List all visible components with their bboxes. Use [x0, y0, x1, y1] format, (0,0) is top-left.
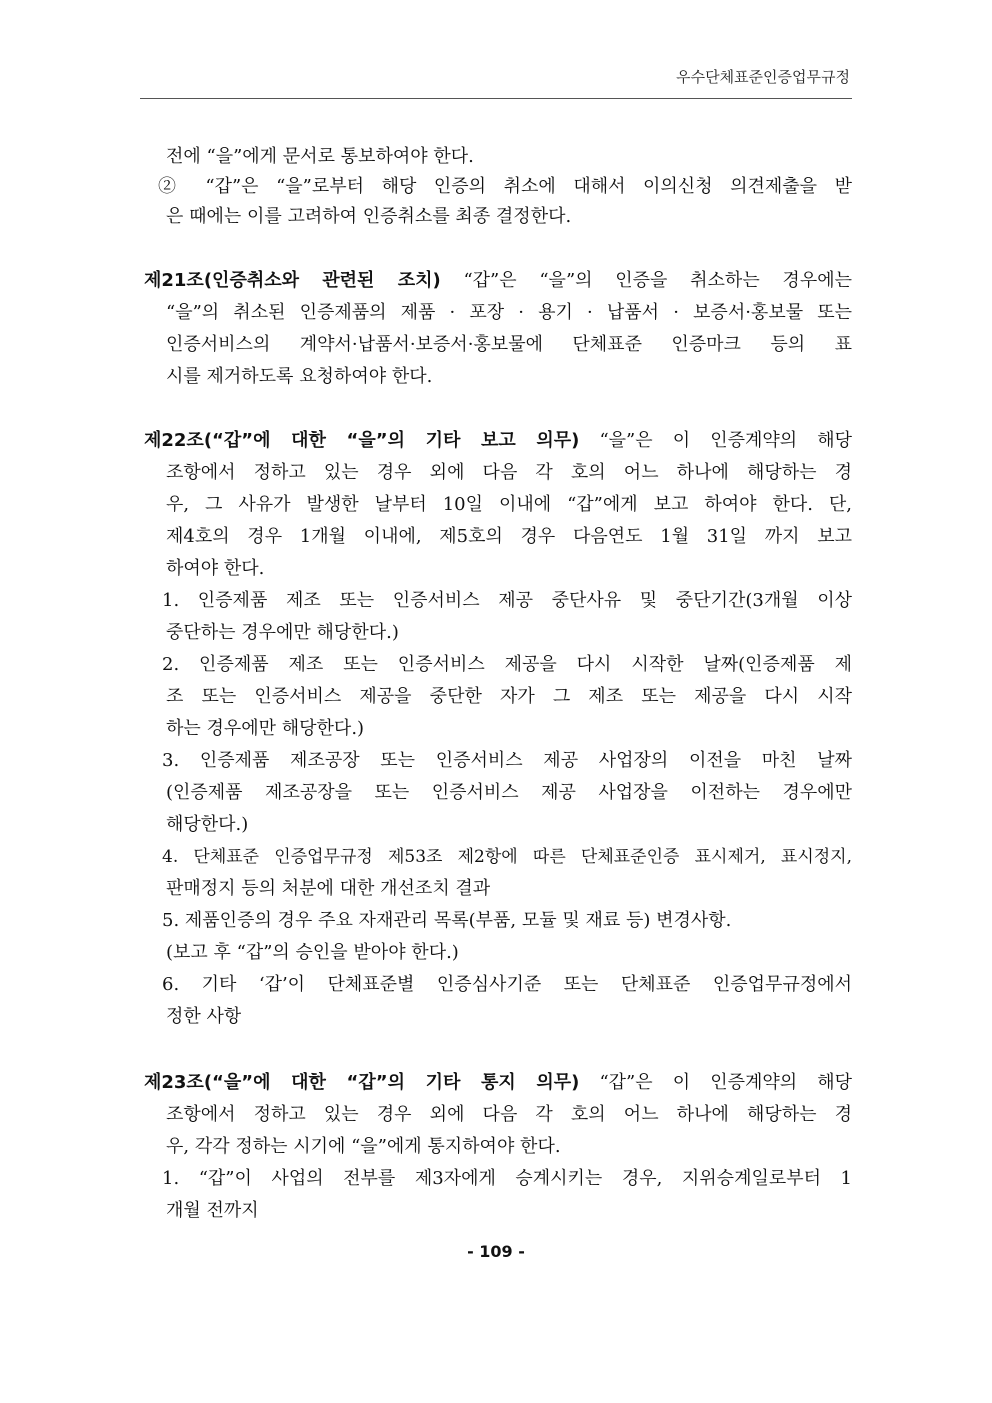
text-line: 중단하는 경우에만 해당한다.)	[166, 622, 399, 643]
list-item-5: 5. 제품인증의 경우 주요 자재관리 목록(부품, 모듈 및 재료 등) 변경사항.	[162, 910, 732, 931]
article-23-first-line	[144, 1072, 852, 1094]
article-23-text: “갑”은 이 인증계약의 해당	[579, 1072, 852, 1093]
text-line: 제4호의 경우 1개월 이내에, 제5호의 경우 다음연도 1월 31일 까지 보고	[166, 526, 852, 547]
list-item-2: 2. 인증제품 제조 또는 인증서비스 제공을 다시 시작한 날짜(인증제품 제	[162, 654, 852, 675]
article-22-title: 제22조(“갑”에 대한 “을”의 기타 보고 의무)	[144, 430, 580, 451]
article-21-title: 제21조(인증취소와 관련된 조치)	[144, 270, 441, 291]
text-line: 하는 경우에만 해당한다.)	[166, 718, 365, 739]
clause-2: ② “갑”은 “을”로부터 해당 인증의 취소에 대해서 이의신청 의견제출을 받	[158, 176, 852, 197]
list-item-3: 3. 인증제품 제조공장 또는 인증서비스 제공 사업장의 이전을 마친 날짜	[162, 750, 852, 771]
text-line: 우, 각각 정하는 시기에 “을”에게 통지하여야 한다.	[166, 1136, 561, 1157]
page-number: - 109 -	[467, 1242, 525, 1261]
running-header: 우수단체표준인증업무규정	[676, 68, 850, 86]
text-line: 하여야 한다.	[166, 558, 265, 579]
text-line: 인증서비스의 계약서·납품서·보증서·홍보물에 단체표준 인증마크 등의 표	[166, 334, 852, 355]
article-21-text: “갑”은 “을”의 인증을 취소하는 경우에는	[440, 270, 852, 291]
text-line: 판매정지 등의 처분에 대한 개선조치 결과	[166, 878, 491, 899]
text-line: (인증제품 제조공장을 또는 인증서비스 제공 사업장을 이전하는 경우에만	[166, 782, 852, 803]
text-line: 개월 전까지	[166, 1200, 259, 1221]
list-item-6: 6. 기타 ‘갑’이 단체표준별 인증심사기준 또는 단체표준 인증업무규정에서	[162, 974, 852, 995]
text-line: 시를 제거하도록 요청하여야 한다.	[166, 366, 433, 387]
article-21-first-line	[144, 270, 852, 292]
text-line: 우, 그 사유가 발생한 날부터 10일 이내에 “갑”에게 보고 하여야 한다. 단,	[166, 494, 852, 515]
article-22-first-line	[144, 430, 852, 452]
text-line: “을”의 취소된 인증제품의 제품 · 포장 · 용기 · 납품서 · 보증서·홍보물 또는	[166, 302, 852, 323]
article-23-title: 제23조(“을”에 대한 “갑”의 기타 통지 의무)	[144, 1072, 580, 1093]
text-line: 조항에서 정하고 있는 경우 외에 다음 각 호의 어느 하나에 해당하는 경	[166, 462, 852, 483]
header-rule	[140, 98, 852, 99]
text-line: 은 때에는 이를 고려하여 인증취소를 최종 결정한다.	[166, 206, 572, 227]
list-item-4: 4. 단체표준 인증업무규정 제53조 제2항에 따른 단체표준인증 표시제거, 표시정지,	[162, 847, 852, 867]
text-line: 조항에서 정하고 있는 경우 외에 다음 각 호의 어느 하나에 해당하는 경	[166, 1104, 852, 1125]
text-line: 해당한다.)	[166, 814, 249, 835]
text-line: 조 또는 인증서비스 제공을 중단한 자가 그 제조 또는 제공을 다시 시작	[166, 686, 852, 707]
article-22-text: “을”은 이 인증계약의 해당	[579, 430, 852, 451]
text-line: (보고 후 “갑”의 승인을 받아야 한다.)	[166, 942, 459, 963]
list-item-1: 1. 인증제품 제조 또는 인증서비스 제공 중단사유 및 중단기간(3개월 이상	[162, 590, 852, 611]
text-line: 정한 사항	[166, 1006, 242, 1027]
text-line: 전에 “을”에게 문서로 통보하여야 한다.	[166, 146, 474, 167]
list-item-1: 1. “갑”이 사업의 전부를 제3자에게 승계시키는 경우, 지위승계일로부터 1	[162, 1168, 852, 1189]
